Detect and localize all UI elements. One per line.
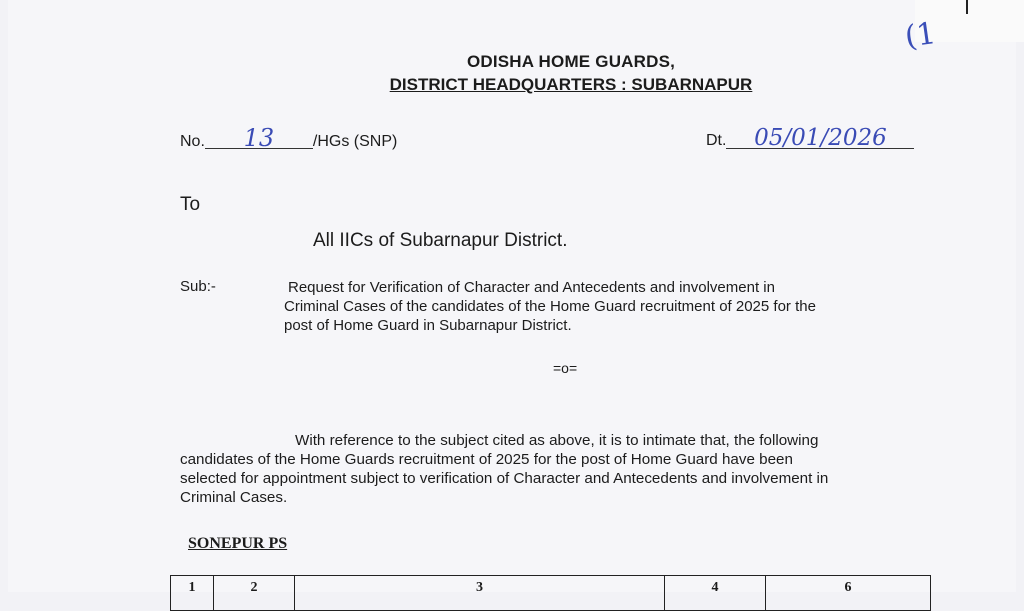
header-organization: ODISHA HOME GUARDS, — [466, 52, 676, 71]
table-header-cell: 3 — [295, 576, 665, 611]
separator: =o= — [553, 360, 578, 376]
handwritten-page-number: (1 — [902, 16, 939, 55]
reference-date — [706, 125, 914, 151]
table-header-cell: 4 — [665, 576, 766, 611]
table-header-cell: 1 — [171, 576, 214, 611]
subject-line: Criminal Cases of the candidates of the Home Guard recruitment of 2025 for the — [284, 298, 816, 315]
table-header-cell: 6 — [766, 576, 931, 611]
reference-no-label: No. — [180, 133, 205, 150]
table-header-row — [171, 576, 931, 611]
body-line: With reference to the subject cited as above, it is to intimate that, the following — [295, 432, 819, 449]
subject-label: Sub:- — [180, 278, 216, 295]
addressee: All IICs of Subarnapur District. — [313, 230, 568, 251]
subject-line: post of Home Guard in Subarnapur District. — [284, 317, 572, 334]
date-value: 05/01/2026 — [726, 128, 914, 149]
candidate-table — [170, 575, 931, 611]
table-header-cell: 2 — [214, 576, 295, 611]
corner-mark-line — [966, 0, 968, 14]
header-district: DISTRICT HEADQUARTERS : SUBARNAPUR — [389, 75, 753, 94]
body-line: candidates of the Home Guards recruitment of 2025 for the post of Home Guard have been — [180, 451, 793, 468]
section-heading: SONEPUR PS — [188, 535, 288, 552]
body-line: Criminal Cases. — [180, 489, 288, 506]
subject-text — [284, 278, 944, 335]
subject-line: Request for Verification of Character and Antecedents and involvement in — [288, 279, 775, 296]
reference-no-value: 13 — [205, 128, 313, 149]
body-paragraph — [180, 431, 960, 507]
to-label: To — [180, 194, 201, 215]
reference-number — [180, 124, 398, 152]
body-line: selected for appointment subject to verification of Character and Antecedents and involvement in — [180, 470, 829, 487]
date-label: Dt. — [706, 132, 727, 149]
reference-no-suffix: /HGs (SNP) — [312, 133, 398, 150]
